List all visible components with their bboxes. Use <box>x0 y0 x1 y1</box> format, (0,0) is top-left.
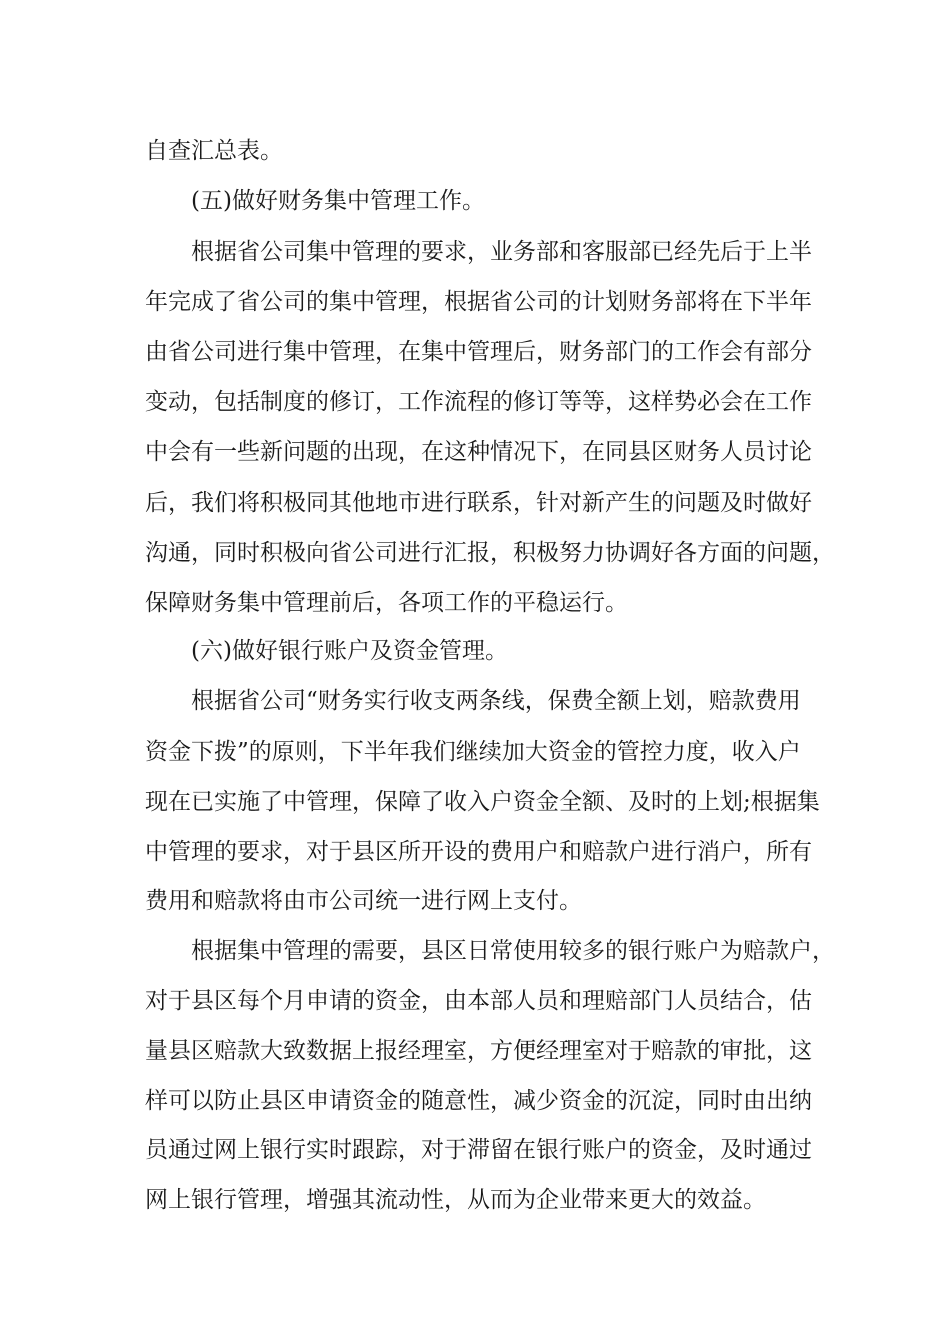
text-line: 对于县区每个月申请的资金，由本部人员和理赔部门人员结合，估 <box>145 988 812 1014</box>
text-line: 样可以防止县区申请资金的随意性，减少资金的沉淀，同时由出纳 <box>145 1088 812 1114</box>
text-line: 资金下拨”的原则，下半年我们继续加大资金的管控力度，收入户 <box>145 739 801 765</box>
text-line: 员通过网上银行实时跟踪，对于滞留在银行账户的资金，及时通过 <box>145 1137 812 1163</box>
text-line: 中会有一些新问题的出现，在这种情况下，在同县区财务人员讨论 <box>145 439 812 465</box>
text-line: 根据集中管理的需要，县区日常使用较多的银行账户为赔款户， <box>191 938 835 964</box>
text-line: 自查汇总表。 <box>145 138 283 164</box>
text-line: 由省公司进行集中管理，在集中管理后，财务部门的工作会有部分 <box>145 339 812 365</box>
text-line: 费用和赔款将由市公司统一进行网上支付。 <box>145 888 582 914</box>
text-line: 根据省公司“财务实行收支两条线，保费全额上划，赔款费用 <box>191 688 801 714</box>
section-heading-6: (六)做好银行账户及资金管理。 <box>191 638 508 664</box>
text-line: 网上银行管理，增强其流动性，从而为企业带来更大的效益。 <box>145 1187 766 1213</box>
text-line: 中管理的要求，对于县区所开设的费用户和赔款户进行消户，所有 <box>145 839 812 865</box>
text-line: 后，我们将积极同其他地市进行联系，针对新产生的问题及时做好 <box>145 490 812 516</box>
text-line: 量县区赔款大致数据上报经理室，方便经理室对于赔款的审批，这 <box>145 1038 812 1064</box>
text-line: 年完成了省公司的集中管理，根据省公司的计划财务部将在下半年 <box>145 289 812 315</box>
section-heading-5: (五)做好财务集中管理工作。 <box>191 188 485 214</box>
text-line: 变动，包括制度的修订，工作流程的修订等等，这样势必会在工作 <box>145 389 812 415</box>
text-line: 保障财务集中管理前后，各项工作的平稳运行。 <box>145 590 628 616</box>
text-line: 现在已实施了中管理，保障了收入户资金全额、及时的上划;根据集 <box>145 789 820 815</box>
text-line: 沟通，同时积极向省公司进行汇报，积极努力协调好各方面的问题， <box>145 540 835 566</box>
text-line: 根据省公司集中管理的要求，业务部和客服部已经先后于上半 <box>191 239 812 265</box>
